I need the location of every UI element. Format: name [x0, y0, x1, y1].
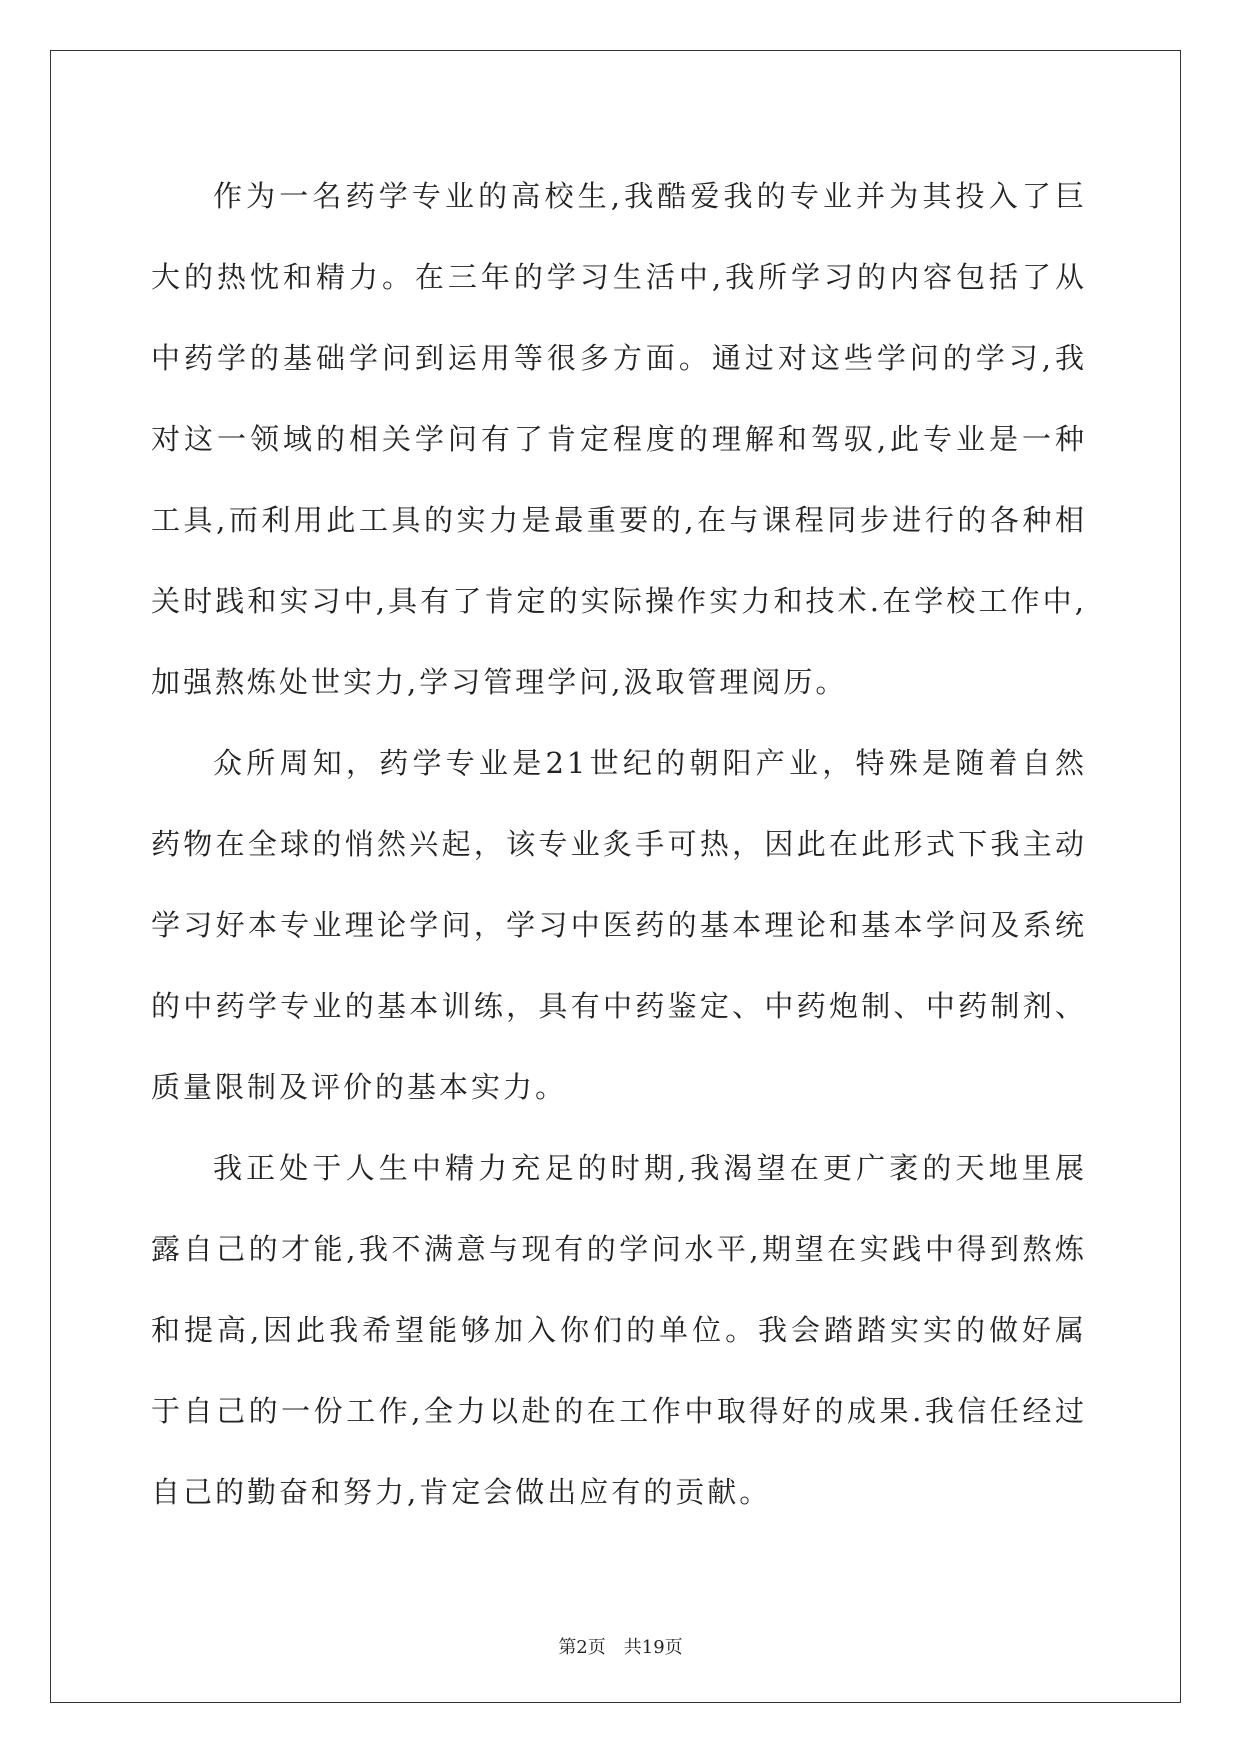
paragraph-3: 我正处于人生中精力充足的时期,我渴望在更广袤的天地里展露自己的才能,我不满意与现有的学问水平,期望在实践中得到熬炼和提高,因此我希望能够加入你们的单位。我会踏踏实实的做好属于自己的一份工作,全力以赴的在工作中取得好的成果.我信任经过自己的勤奋和努力,肯定会做出应有的贡献。 [151, 1151, 1087, 1509]
paragraph-1: 作为一名药学专业的高校生,我酷爱我的专业并为其投入了巨大的热忱和精力。在三年的学习生活中,我所学习的内容包括了从中药学的基础学问到运用等很多方面。通过对这些学问的学习,我对这一领域的相关学问有了肯定程度的理解和驾驭,此专业是一种工具,而利用此工具的实力是最重要的,在与课程同步进行的各种相关时践和实习中,具有了肯定的实际操作实力和技术.在学校工作中,加强熬炼处世实力,学习管理学问,汲取管理阅历。 [151, 179, 1087, 699]
document-body [151, 156, 1087, 1533]
page-number-footer: 第2页 共19页 [558, 1637, 683, 1658]
paragraph-2: 众所周知，药学专业是21世纪的朝阳产业，特殊是随着自然药物在全球的悄然兴起，该专业炙手可热，因此在此形式下我主动学习好本专业理论学问，学习中医药的基本理论和基本学问及系统的中药学专业的基本训练，具有中药鉴定、中药炮制、中药制剂、质量限制及评价的基本实力。 [151, 746, 1087, 1104]
